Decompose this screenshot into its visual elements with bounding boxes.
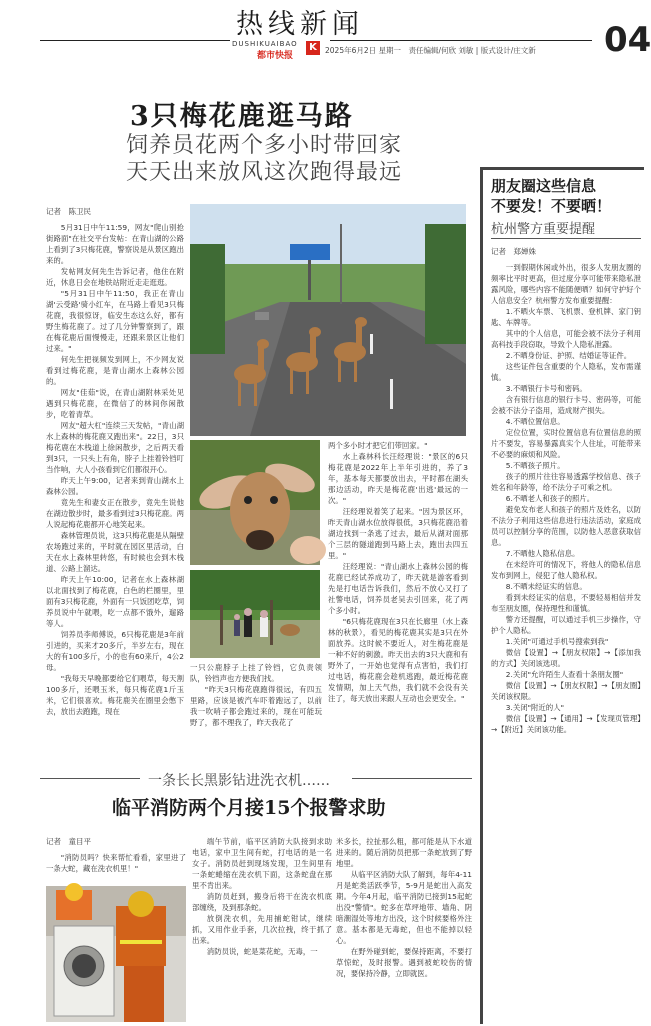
paragraph: 2.不晒身份证、护照、结婚证等证件。 (505, 351, 632, 360)
paragraph: 4.不晒位置信息。 (505, 417, 565, 426)
paragraph: 放倒洗衣机，先用捕蛇钳试，继续抓，又用作业手套，几次拉拽，终于抓了出来。 (192, 914, 332, 945)
dateline: 2025年6月2日 星期一 责任编辑/何欣 刘敏 | 版式设计/庄文新 (325, 46, 536, 55)
sidebar-title-2: 不要发！不要晒！ (491, 197, 612, 215)
paragraph: 在野外碰到蛇，要保持距离，不要打草惊蛇，及时报警。遇到被蛇咬伤的情况，要保持冷静，立即就医。 (336, 947, 472, 978)
paragraph: 汪经理说："青山湖水上森林公园的梅花鹿已经试养成功了，昨天就是游客看到先是打电话告诉我们，然后不放心又打了社警电话，饲养员老吴去引回来，花了两个多小时。 (328, 562, 468, 615)
paragraph: 3.不晒银行卡号和密码。 (505, 384, 587, 393)
paragraph: "5月31日中午11:50，我正在青山湖'云受路'骑小红车，在马路上看见3只梅花鹿，我很惊讶，临安生态这么好，都有野生梅花鹿了。过了几分钟警察到了，跟在梅花鹿后面慢慢走，还跟来景区让他们过来。" (46, 289, 184, 353)
photo-deer-on-road (190, 204, 466, 436)
paragraph: 一只公鹿脖子上挂了铃铛，它负责领队，铃铛声也方便我们找。 (190, 663, 322, 683)
deer-road-illustration (190, 204, 466, 436)
sidebar-body (491, 262, 641, 1022)
story1-subhead-2: 天天出来放风这次跑得最远 (126, 160, 403, 185)
sidebar-title-1: 朋友圈这些信息 (491, 177, 597, 195)
story1-column-2 (190, 662, 322, 762)
paragraph: 从临平区消防大队了解到，每年4-11月是蛇类活跃季节，5-9月是蛇出入高发期。今年4月起，临平消防已接到15起蛇出没"警情"。蛇多在草坪地带、墙角、阴暗潮湿处等地方出没，这个时候要格外注意。基本都是无毒蛇，但也不能掉以轻心。 (336, 870, 472, 945)
paragraph: 消防员说，蛇是菜花蛇，无毒，一 (206, 947, 318, 956)
paragraph: 水上森林科长汪经理说："景区的6只梅花鹿是2022年上半年引进的，养了3年，基本每天都要放出去，平时都在湖头那边活动，昨天是梅花鹿'出逃'最远的一次。" (328, 452, 468, 505)
sidebar-subtitle: 杭州警方重要提醒 (491, 222, 596, 237)
paragraph: 这些证件包含重要的个人隐私，发布需谨慎。 (491, 362, 641, 382)
paragraph: "我每天早晚都要给它们喂草，每天割100多斤，还喂玉米，每只梅花鹿1斤玉米，它们很喜欢。梅花鹿关在圈里会憋下去，放出去跑跑，现在 (46, 674, 184, 716)
story2-rule-right (352, 778, 472, 779)
story1-headline: 3只梅花鹿逛马路 (130, 101, 354, 132)
story2-column-2 (192, 836, 332, 1022)
paragraph: 两个多小时才把它们带回家。" (328, 441, 428, 450)
paragraph: 看到未经证实的信息，不要轻易相信并发布至朋友圈，保持理性和谨慎。 (491, 593, 641, 613)
paragraph: 消防员赶到，搬身后将干在洗衣机底部缠绕，及到那条蛇。 (192, 892, 332, 912)
story1-column-3 (328, 440, 468, 760)
firefighter-illustration (46, 886, 186, 1022)
paragraph: 网友"佳茹"说，在青山湖附林采处见遇到只梅花鹿，在微信了的林间你闲散步，吃着青草。 (46, 388, 184, 419)
paragraph: 5月31日中午11:59，网友"爬山别抢街路面"在社交平台发帖：在青山湖的公路上看到了3只梅花鹿，警察说是从景区跑出来的。 (46, 223, 184, 265)
brand-en: DUSHIKUAIBAO (232, 40, 298, 48)
story2-author: 记者 童目平 (46, 837, 91, 846)
paragraph: 1.不晒火车票、飞机票、登机牌、家门钥匙、车牌等。 (491, 307, 641, 327)
story1-subhead-1: 饲养员花两个多小时带回家 (126, 133, 403, 158)
paragraph: 发帖网友何先生告诉记者，他住在附近，休息日会在地铁站附近走走逛逛。 (46, 267, 184, 287)
paragraph: "消防员吗？快来帮忙看看，家里进了一条大蛇，藏在洗衣机里！" (46, 853, 186, 873)
story2-rule-left (40, 778, 140, 779)
paragraph: 警方还提醒，可以通过手机三步操作，守护个人隐私。 (491, 615, 641, 635)
paragraph: 汪经理说着笑了起来。"因为景区环，昨天青山湖水位放得很低，3只梅花鹿沿着湖边找到一条逃了过去，最后从湖对面那个三层的隧道跑到马路上去，跑出去四五里。" (328, 507, 468, 560)
paragraph: 森林管理员说，这3只梅花鹿是从隔壁农场跑过来的，平时就在园区里活动，白天在水上森林里转悠，有时候也会到木栈道、公路上溜达。 (46, 531, 184, 573)
sidebar-divider (491, 238, 641, 239)
paragraph: 1.关闭"可通过手机号搜索到我" (505, 637, 609, 646)
paragraph: 3.关闭"附近的人" (505, 703, 564, 712)
story2-column-3 (336, 836, 472, 1022)
story2-column-1 (46, 852, 186, 882)
paragraph: 微信【设置】→【朋友权限】→【添加我的方式】关闭该选项。 (491, 648, 641, 668)
paragraph: 孩子的照片往往容易透露学校信息、孩子姓名和年龄等，给不法分子可乘之机。 (491, 472, 641, 492)
paragraph: 含有银行信息的银行卡号、密码等，可能会被不法分子盗用，造成财产损失。 (491, 395, 641, 415)
sidebar-author: 记者 郑婵姝 (491, 247, 536, 256)
header-rule-left (40, 40, 230, 41)
page-number: 04 (604, 20, 651, 60)
story1-author: 记者 陈卫民 (46, 207, 91, 216)
brand-logo: K (306, 41, 320, 55)
paragraph: 何先生把视频发到网上，不少网友说看到过梅花鹿，是青山湖水上森林公园的。 (46, 355, 184, 386)
paragraph: 7.不晒他人隐私信息。 (505, 549, 580, 558)
paragraph: 昨天上午9:00，记者来到青山湖水上森林公园。 (46, 476, 184, 496)
paragraph: 定位位置，实时位置信息有位置信息的照片不要发，容易暴露真实个人住址，可能带来不必要的麻烦和风险。 (491, 428, 641, 459)
park-illustration (190, 570, 320, 658)
paragraph: 6.不晒老人和孩子的照片。 (505, 494, 595, 503)
paragraph: 其中的个人信息，可能会被不法分子利用高科技手段窃取，导致个人隐私泄露。 (491, 329, 641, 349)
paragraph: 端午节前，临平区消防大队接到求助电话，家中卫生间有蛇，打电话的是一名女子。消防员赶到现场发现，卫生间里有一条蛇蜷缩在洗衣机下面，这条蛇盘在那里不肯出来。 (192, 837, 332, 890)
paragraph: 竟先生和妻女正在散步，竟先生说他在湖边散步时，最多看到过3只梅花鹿。两人说起梅花鹿都开心地笑起来。 (46, 498, 184, 529)
brand-cn: 都市快报 (257, 51, 294, 61)
deer-closeup-illustration (190, 440, 320, 565)
paragraph: 饲养员李师傅说，6只梅花鹿是3年前引进的，买来才20多斤，半岁左右，现在大的有100多斤，小的也有60来斤，4公2母。 (46, 630, 184, 672)
paragraph: 一到假期休闲或外出，很多人发朋友圈的频率比平时更高，但过度分享可能带来隐私泄露风险，哪些内容不能随便晒？如何守护好个人信息安全？杭州警方发布重要提醒： (491, 263, 641, 305)
paragraph: 避免发布老人和孩子的照片及姓名，以防不法分子利用这些信息进行违法活动，家庭成员可以控制分享的范围，以防他人恶意获取信息。 (491, 505, 641, 547)
paragraph: 米多长，拉扯那么粗，都可能是从下水道进来的。随后消防员把那一条蛇放到了野地里。 (336, 837, 472, 868)
photo-deer-closeup (190, 440, 320, 565)
paragraph: 5.不晒孩子照片。 (505, 461, 565, 470)
paragraph: 2.关闭"允许陌生人查看十条朋友圈" (505, 670, 624, 679)
paragraph: 昨天上午10:00，记者在水上森林湖以北面找到了梅花鹿，白色的栏圈里，里面有3只梅花鹿，外面有一只饭团吃草，饲养员说中午就喂，吃一点都不饿外，遛路等人。 (46, 575, 184, 628)
photo-park-visitors (190, 570, 320, 658)
paragraph: 微信【设置】→【朋友权限】→【朋友圈】关闭该权限。 (491, 681, 641, 701)
story2-headline: 临平消防两个月接15个报警求助 (112, 797, 386, 819)
paragraph: 在未经许可的情况下，将他人的隐私信息发布到网上，侵犯了他人隐私权。 (491, 560, 641, 580)
story2-kicker: 一条长长黑影钻进洗衣机…… (148, 773, 330, 789)
paragraph: 8.不晒未经证实的信息。 (505, 582, 587, 591)
paragraph: "昨天3只梅花鹿跑得很远，有四五里路，应该是被汽车吓着跑远了，以前我一吹哨子都会跑过来的，现在可能玩野了，都不理我了，昨天我花了 (190, 685, 322, 727)
paragraph: 网友"超大杠"连续三天发帖，"青山湖水上森林的梅花鹿又跑出来"。22日，3只梅花鹿在木栈道上徐闲散步，之后两天看到3只，一只头上有角，脖子上挂着铃铛叮当作响，大人小孩看到它们都很开心。 (46, 421, 184, 474)
paragraph: "6只梅花鹿现在3只在长廊里（水上森林的秋景），看见的梅花鹿其实是3只在外面放养。这时候不要近人，对生梅花鹿是一种不好的刺激。昨天出去的3只大鹿和有野外了，一开始也觉得有点害怕，我们打过电话，梅花鹿会趁机逃跑，最近梅花鹿发情期，加上天气热，我们就不会没有关注了，每天放出来跟人互动也会更安全。" (328, 617, 468, 703)
photo-firefighters (46, 886, 186, 1022)
paragraph: 微信【设置】→【通用】→【发现页管理】→【附近】关闭该功能。 (491, 714, 641, 734)
section-title: 热线新闻 (236, 9, 364, 40)
header-rule-right (330, 40, 592, 41)
story1-column-1 (46, 222, 184, 760)
